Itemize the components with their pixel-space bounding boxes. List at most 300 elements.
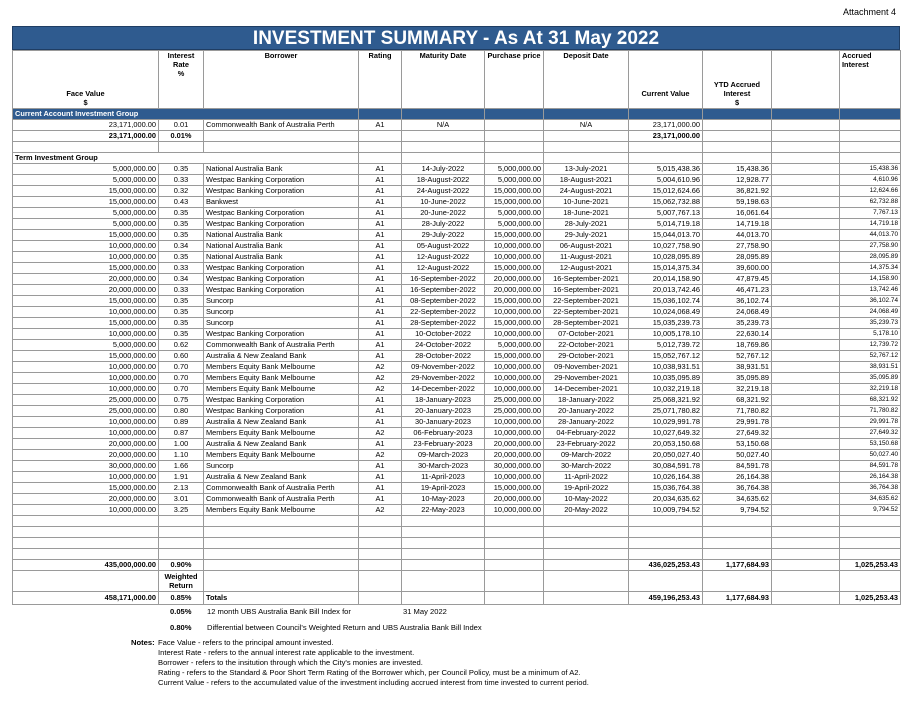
table-row bbox=[13, 197, 901, 208]
attachment-label: Attachment 4 bbox=[842, 7, 896, 17]
cell bbox=[772, 164, 840, 175]
cell: 28-September-2022 bbox=[402, 318, 485, 329]
cell: 20,000,000.00 bbox=[485, 439, 544, 450]
cell: 16-September-2021 bbox=[544, 285, 629, 296]
cell bbox=[772, 329, 840, 340]
cell: 5,000,000.00 bbox=[13, 219, 159, 230]
spacer-row bbox=[13, 142, 901, 153]
cell: 15,000,000.00 bbox=[13, 186, 159, 197]
table-row bbox=[13, 428, 901, 439]
differential-text: Differential between Council's Weighted Return and UBS Australia Bank Bill Index bbox=[207, 623, 482, 632]
cell bbox=[772, 208, 840, 219]
table-row bbox=[13, 175, 901, 186]
cell: A1 bbox=[359, 274, 402, 285]
table-row bbox=[13, 307, 901, 318]
cell: 11-April-2023 bbox=[402, 472, 485, 483]
header-deposit-date: Deposit Date bbox=[544, 51, 629, 109]
cell: 10,027,649.32 bbox=[629, 428, 703, 439]
cell: 9,794.52 bbox=[840, 505, 901, 516]
cell: 0.70 bbox=[159, 362, 204, 373]
cell: 0.32 bbox=[159, 186, 204, 197]
cell bbox=[772, 307, 840, 318]
cell bbox=[772, 340, 840, 351]
cell: 18-August-2021 bbox=[544, 175, 629, 186]
cell: 15,000,000.00 bbox=[13, 263, 159, 274]
cell: Commonwealth Bank of Australia Perth bbox=[204, 494, 359, 505]
cell: 25,000,000.00 bbox=[485, 406, 544, 417]
cell: 22-September-2022 bbox=[402, 307, 485, 318]
cell: 20-January-2022 bbox=[544, 406, 629, 417]
cell bbox=[772, 318, 840, 329]
page-title: INVESTMENT SUMMARY - As At 31 May 2022 bbox=[12, 26, 900, 50]
cell bbox=[772, 472, 840, 483]
cell: 20,013,742.46 bbox=[629, 285, 703, 296]
cell: 59,198.63 bbox=[703, 197, 772, 208]
table-row bbox=[13, 406, 901, 417]
cell: 4,610.96 bbox=[840, 175, 901, 186]
cell: 50,027.40 bbox=[840, 450, 901, 461]
table-row bbox=[13, 494, 901, 505]
cell: 28-January-2022 bbox=[544, 417, 629, 428]
cell: Members Equity Bank Melbourne bbox=[204, 505, 359, 516]
cell: 10,000,000.00 bbox=[13, 373, 159, 384]
cell: 09-November-2022 bbox=[402, 362, 485, 373]
cell: 36,102.74 bbox=[703, 296, 772, 307]
table-row bbox=[13, 186, 901, 197]
cell: 5,000,000.00 bbox=[13, 175, 159, 186]
header-row bbox=[13, 51, 901, 109]
cell: 18-January-2022 bbox=[544, 395, 629, 406]
table-row bbox=[13, 285, 901, 296]
cell: 0.62 bbox=[159, 340, 204, 351]
cell: 22-September-2021 bbox=[544, 296, 629, 307]
cell: A1 bbox=[359, 241, 402, 252]
cell: 10,000,000.00 bbox=[13, 252, 159, 263]
subtotal-current: 436,025,253.43 bbox=[629, 560, 703, 571]
cell: 25,068,321.92 bbox=[629, 395, 703, 406]
cell: 25,000,000.00 bbox=[13, 406, 159, 417]
cell: 0.70 bbox=[159, 373, 204, 384]
cell: Suncorp bbox=[204, 296, 359, 307]
cell: 10,035,095.89 bbox=[629, 373, 703, 384]
note-line: Rating - refers to the Standard & Poor Short Term Rating of the Borrower which, per Council Policy, must be a minimum of A2. bbox=[158, 668, 581, 677]
header-borrower: Borrower bbox=[204, 51, 359, 109]
cell: 5,000,000.00 bbox=[485, 219, 544, 230]
cell: 20,014,158.90 bbox=[629, 274, 703, 285]
blank-row bbox=[13, 549, 901, 560]
cell: 5,000,000.00 bbox=[13, 164, 159, 175]
table-row bbox=[13, 373, 901, 384]
cell: 10-October-2022 bbox=[402, 329, 485, 340]
cell: 10,005,178.10 bbox=[629, 329, 703, 340]
cell: 10,000,000.00 bbox=[13, 505, 159, 516]
cell: 10-June-2022 bbox=[402, 197, 485, 208]
cell: 15,000,000.00 bbox=[485, 186, 544, 197]
cell: 04-February-2022 bbox=[544, 428, 629, 439]
header-face-value: Face Value $ bbox=[13, 51, 159, 109]
cell: 19-April-2023 bbox=[402, 483, 485, 494]
cell: 12-August-2022 bbox=[402, 252, 485, 263]
cell: 16-September-2022 bbox=[402, 285, 485, 296]
cell: 29,991.78 bbox=[840, 417, 901, 428]
cell: 24,068.49 bbox=[703, 307, 772, 318]
cell: 10,000,000.00 bbox=[13, 472, 159, 483]
cell: 13,742.46 bbox=[840, 285, 901, 296]
cell: 0.33 bbox=[159, 285, 204, 296]
cell: A1 bbox=[359, 439, 402, 450]
cell: 23-February-2022 bbox=[544, 439, 629, 450]
cell: 0.33 bbox=[159, 263, 204, 274]
cell: Australia & New Zealand Bank bbox=[204, 351, 359, 362]
cell: A1 bbox=[359, 219, 402, 230]
cell: 13-July-2021 bbox=[544, 164, 629, 175]
cell: A1 bbox=[359, 340, 402, 351]
table-row bbox=[13, 263, 901, 274]
cell: 15,000,000.00 bbox=[485, 263, 544, 274]
cell: 10,009,794.52 bbox=[629, 505, 703, 516]
table-row bbox=[13, 219, 901, 230]
cell: 2.13 bbox=[159, 483, 204, 494]
cell: 22,630.14 bbox=[703, 329, 772, 340]
cell: 0.33 bbox=[159, 175, 204, 186]
cell: 15,000,000.00 bbox=[13, 318, 159, 329]
cell: 26,164.38 bbox=[840, 472, 901, 483]
cell: 15,000,000.00 bbox=[485, 351, 544, 362]
subtotal-face: 435,000,000.00 bbox=[13, 560, 159, 571]
cell: 10,000,000.00 bbox=[13, 241, 159, 252]
cell: Suncorp bbox=[204, 307, 359, 318]
cell: 10,027,758.90 bbox=[629, 241, 703, 252]
cell: 1.66 bbox=[159, 461, 204, 472]
cell: A1 bbox=[359, 230, 402, 241]
term-subtotal bbox=[13, 560, 901, 571]
cell bbox=[772, 406, 840, 417]
cell: 0.70 bbox=[159, 384, 204, 395]
cell: 18-January-2023 bbox=[402, 395, 485, 406]
cell: 18,769.86 bbox=[703, 340, 772, 351]
cell: Members Equity Bank Melbourne bbox=[204, 450, 359, 461]
header-ytd-accrued: YTD Accrued Interest $ bbox=[703, 51, 772, 109]
cell: 15,044,013.70 bbox=[629, 230, 703, 241]
cell: 30,084,591.78 bbox=[629, 461, 703, 472]
header-purchase-price: Purchase price bbox=[485, 51, 544, 109]
cell: A1 bbox=[359, 164, 402, 175]
differential-value: 0.80% bbox=[170, 623, 192, 632]
cell bbox=[772, 439, 840, 450]
cell: A1 bbox=[359, 318, 402, 329]
cell: 28,095.89 bbox=[703, 252, 772, 263]
cell: National Australia Bank bbox=[204, 230, 359, 241]
cell: 29-July-2021 bbox=[544, 230, 629, 241]
cell: Commonwealth Bank of Australia Perth bbox=[204, 340, 359, 351]
cell: Westpac Banking Corporation bbox=[204, 395, 359, 406]
cell: 14-December-2021 bbox=[544, 384, 629, 395]
cell: 35,239.73 bbox=[703, 318, 772, 329]
cell: 14-July-2022 bbox=[402, 164, 485, 175]
index-text: 12 month UBS Australia Bank Bill Index for bbox=[207, 607, 351, 616]
cell: 09-November-2021 bbox=[544, 362, 629, 373]
cell: 38,931.51 bbox=[840, 362, 901, 373]
cell: 11-August-2021 bbox=[544, 252, 629, 263]
totals-row bbox=[13, 592, 901, 605]
cell: A1 bbox=[359, 296, 402, 307]
cell: Westpac Banking Corporation bbox=[204, 219, 359, 230]
cell: 24,068.49 bbox=[840, 307, 901, 318]
blank-row bbox=[13, 516, 901, 527]
cell: 14,719.18 bbox=[703, 219, 772, 230]
cell: 0.35 bbox=[159, 230, 204, 241]
cell: 11-April-2022 bbox=[544, 472, 629, 483]
cell: 47,879.45 bbox=[703, 274, 772, 285]
table-row bbox=[13, 318, 901, 329]
cell: 10,000,000.00 bbox=[485, 384, 544, 395]
cell: 39,600.00 bbox=[703, 263, 772, 274]
cell: 06-August-2021 bbox=[544, 241, 629, 252]
cell: Westpac Banking Corporation bbox=[204, 175, 359, 186]
blank-row bbox=[13, 527, 901, 538]
cell: 5,178.10 bbox=[840, 329, 901, 340]
cell: 10-June-2021 bbox=[544, 197, 629, 208]
cell: 09-March-2022 bbox=[544, 450, 629, 461]
cell bbox=[772, 483, 840, 494]
cell: Westpac Banking Corporation bbox=[204, 274, 359, 285]
weighted-return-row bbox=[13, 571, 901, 592]
cell: 10,000,000.00 bbox=[13, 307, 159, 318]
current-account-subtotal: 23,171,000.00 0.01% 23,171,000.00 bbox=[13, 131, 901, 142]
totals-accrued: 1,025,253.43 bbox=[840, 592, 901, 605]
cell: 12-August-2021 bbox=[544, 263, 629, 274]
cell: 36,764.38 bbox=[840, 483, 901, 494]
cell: 20-June-2022 bbox=[402, 208, 485, 219]
note-line: Face Value - refers to the principal amount invested. bbox=[158, 638, 334, 647]
table-row bbox=[13, 483, 901, 494]
cell bbox=[772, 384, 840, 395]
cell: 53,150.68 bbox=[840, 439, 901, 450]
cell: 30-March-2022 bbox=[544, 461, 629, 472]
cell: 35,095.89 bbox=[840, 373, 901, 384]
cell: 12,624.66 bbox=[840, 186, 901, 197]
table-row: 23,171,000.00 0.01 Commonwealth Bank of Australia Perth A1 N/A N/A 23,171,000.00 bbox=[13, 120, 901, 131]
cell: 10,000,000.00 bbox=[485, 505, 544, 516]
cell: 24-August-2022 bbox=[402, 186, 485, 197]
cell: 15,000,000.00 bbox=[485, 197, 544, 208]
cell: 19-April-2022 bbox=[544, 483, 629, 494]
cell: 36,821.92 bbox=[703, 186, 772, 197]
cell: 15,000,000.00 bbox=[13, 351, 159, 362]
cell: Westpac Banking Corporation bbox=[204, 186, 359, 197]
index-value: 0.05% bbox=[170, 607, 192, 616]
cell: 10,000,000.00 bbox=[485, 307, 544, 318]
cell: 28,095.89 bbox=[840, 252, 901, 263]
header-current-value: Current Value bbox=[629, 51, 703, 109]
cell: A2 bbox=[359, 384, 402, 395]
cell: 68,321.92 bbox=[703, 395, 772, 406]
cell: A1 bbox=[359, 186, 402, 197]
notes-label: Notes: bbox=[131, 638, 155, 647]
cell: Members Equity Bank Melbourne bbox=[204, 428, 359, 439]
cell: 5,000,000.00 bbox=[485, 164, 544, 175]
cell: 0.87 bbox=[159, 428, 204, 439]
cell: 44,013.70 bbox=[703, 230, 772, 241]
header-interest-rate: Interest Rate % bbox=[159, 51, 204, 109]
cell: 34,635.62 bbox=[703, 494, 772, 505]
note-line: Borrower - refers to the insitution through which the City's monies are invested. bbox=[158, 658, 423, 667]
cell: 20-January-2023 bbox=[402, 406, 485, 417]
cell: 15,036,102.74 bbox=[629, 296, 703, 307]
cell: 0.35 bbox=[159, 164, 204, 175]
cell: 15,000,000.00 bbox=[485, 230, 544, 241]
cell bbox=[772, 351, 840, 362]
cell: 29-November-2021 bbox=[544, 373, 629, 384]
cell: 10,032,219.18 bbox=[629, 384, 703, 395]
cell: 20,000,000.00 bbox=[485, 450, 544, 461]
cell: 24-October-2022 bbox=[402, 340, 485, 351]
table-row bbox=[13, 384, 901, 395]
cell: 29-July-2022 bbox=[402, 230, 485, 241]
cell: 20,000,000.00 bbox=[13, 450, 159, 461]
table-row bbox=[13, 252, 901, 263]
cell: 10,000,000.00 bbox=[13, 329, 159, 340]
cell bbox=[772, 461, 840, 472]
header-accrued-interest: Accrued Interest bbox=[840, 51, 901, 109]
section-current-account: Current Account Investment Group bbox=[13, 109, 901, 120]
cell bbox=[772, 274, 840, 285]
table-row bbox=[13, 208, 901, 219]
cell: 34,635.62 bbox=[840, 494, 901, 505]
cell bbox=[772, 263, 840, 274]
cell: 5,014,719.18 bbox=[629, 219, 703, 230]
cell: 27,649.32 bbox=[703, 428, 772, 439]
cell: 28-July-2022 bbox=[402, 219, 485, 230]
cell: 30-March-2023 bbox=[402, 461, 485, 472]
cell: 0.89 bbox=[159, 417, 204, 428]
cell: 84,591.78 bbox=[703, 461, 772, 472]
cell: 5,000,000.00 bbox=[485, 208, 544, 219]
cell: 71,780.82 bbox=[840, 406, 901, 417]
cell: 5,004,610.96 bbox=[629, 175, 703, 186]
cell: 28-July-2021 bbox=[544, 219, 629, 230]
cell: 62,732.88 bbox=[840, 197, 901, 208]
cell: 10,024,068.49 bbox=[629, 307, 703, 318]
cell: 15,000,000.00 bbox=[13, 296, 159, 307]
cell: 15,000,000.00 bbox=[13, 197, 159, 208]
cell: Commonwealth Bank of Australia Perth bbox=[204, 483, 359, 494]
cell: Suncorp bbox=[204, 461, 359, 472]
cell: 10,000,000.00 bbox=[485, 472, 544, 483]
subtotal-rate: 0.90% bbox=[159, 560, 204, 571]
cell: 05-August-2022 bbox=[402, 241, 485, 252]
table-row bbox=[13, 472, 901, 483]
cell: 09-March-2023 bbox=[402, 450, 485, 461]
cell: A1 bbox=[359, 406, 402, 417]
cell: 32,219.18 bbox=[840, 384, 901, 395]
header-maturity-date: Maturity Date bbox=[402, 51, 485, 109]
cell: 0.60 bbox=[159, 351, 204, 362]
cell: 15,052,767.12 bbox=[629, 351, 703, 362]
cell: 5,000,000.00 bbox=[485, 175, 544, 186]
cell: National Australia Bank bbox=[204, 241, 359, 252]
cell bbox=[772, 285, 840, 296]
cell: 29-October-2021 bbox=[544, 351, 629, 362]
note-line: Interest Rate - refers to the annual interest rate applicable to the investment. bbox=[158, 648, 415, 657]
cell: 5,000,000.00 bbox=[13, 208, 159, 219]
cell bbox=[772, 362, 840, 373]
weighted-return-label: Weighted Return bbox=[159, 571, 204, 592]
table-row bbox=[13, 395, 901, 406]
cell: 46,471.23 bbox=[703, 285, 772, 296]
cell bbox=[772, 417, 840, 428]
investment-table bbox=[12, 50, 901, 605]
cell: 10,000,000.00 bbox=[485, 373, 544, 384]
cell: Westpac Banking Corporation bbox=[204, 285, 359, 296]
totals-ytd: 1,177,684.93 bbox=[703, 592, 772, 605]
cell: 15,036,764.38 bbox=[629, 483, 703, 494]
cell: 29,991.78 bbox=[703, 417, 772, 428]
table-row bbox=[13, 329, 901, 340]
cell: 3.01 bbox=[159, 494, 204, 505]
cell: 20,000,000.00 bbox=[485, 494, 544, 505]
cell: 28-September-2021 bbox=[544, 318, 629, 329]
cell: 52,767.12 bbox=[840, 351, 901, 362]
cell: 16-September-2021 bbox=[544, 274, 629, 285]
header-blank bbox=[772, 51, 840, 109]
cell: 24-August-2021 bbox=[544, 186, 629, 197]
cell: A2 bbox=[359, 362, 402, 373]
cell: 14,375.34 bbox=[840, 263, 901, 274]
cell: 12,739.72 bbox=[840, 340, 901, 351]
cell: A1 bbox=[359, 329, 402, 340]
cell: 10,000,000.00 bbox=[13, 384, 159, 395]
cell: 44,013.70 bbox=[840, 230, 901, 241]
table-row bbox=[13, 351, 901, 362]
cell: 0.80 bbox=[159, 406, 204, 417]
cell: Westpac Banking Corporation bbox=[204, 329, 359, 340]
cell: 15,014,375.34 bbox=[629, 263, 703, 274]
table-row bbox=[13, 417, 901, 428]
cell bbox=[772, 252, 840, 263]
cell: 15,000,000.00 bbox=[485, 483, 544, 494]
cell: Australia & New Zealand Bank bbox=[204, 417, 359, 428]
cell: 15,000,000.00 bbox=[13, 230, 159, 241]
table-row bbox=[13, 241, 901, 252]
cell: Bankwest bbox=[204, 197, 359, 208]
cell bbox=[772, 241, 840, 252]
cell: 0.34 bbox=[159, 274, 204, 285]
table-row bbox=[13, 450, 901, 461]
cell: 25,000,000.00 bbox=[485, 395, 544, 406]
cell: 5,000,000.00 bbox=[13, 340, 159, 351]
cell: 15,438.36 bbox=[703, 164, 772, 175]
cell: 10,000,000.00 bbox=[13, 428, 159, 439]
section-term-investment: Term Investment Group bbox=[13, 153, 901, 164]
cell: Members Equity Bank Melbourne bbox=[204, 362, 359, 373]
cell: 0.35 bbox=[159, 296, 204, 307]
cell: 26,164.38 bbox=[703, 472, 772, 483]
table-row bbox=[13, 505, 901, 516]
cell: 0.35 bbox=[159, 307, 204, 318]
cell: Westpac Banking Corporation bbox=[204, 263, 359, 274]
cell: 35,095.89 bbox=[703, 373, 772, 384]
cell: 52,767.12 bbox=[703, 351, 772, 362]
cell: 25,000,000.00 bbox=[13, 395, 159, 406]
cell: 07-October-2021 bbox=[544, 329, 629, 340]
cell: 10,000,000.00 bbox=[13, 362, 159, 373]
note-line: Current Value - refers to the accumulated value of the investment including accrued interest from time invested to current period. bbox=[158, 678, 589, 687]
cell: A1 bbox=[359, 252, 402, 263]
cell: A1 bbox=[359, 285, 402, 296]
cell: 3.25 bbox=[159, 505, 204, 516]
cell bbox=[772, 395, 840, 406]
